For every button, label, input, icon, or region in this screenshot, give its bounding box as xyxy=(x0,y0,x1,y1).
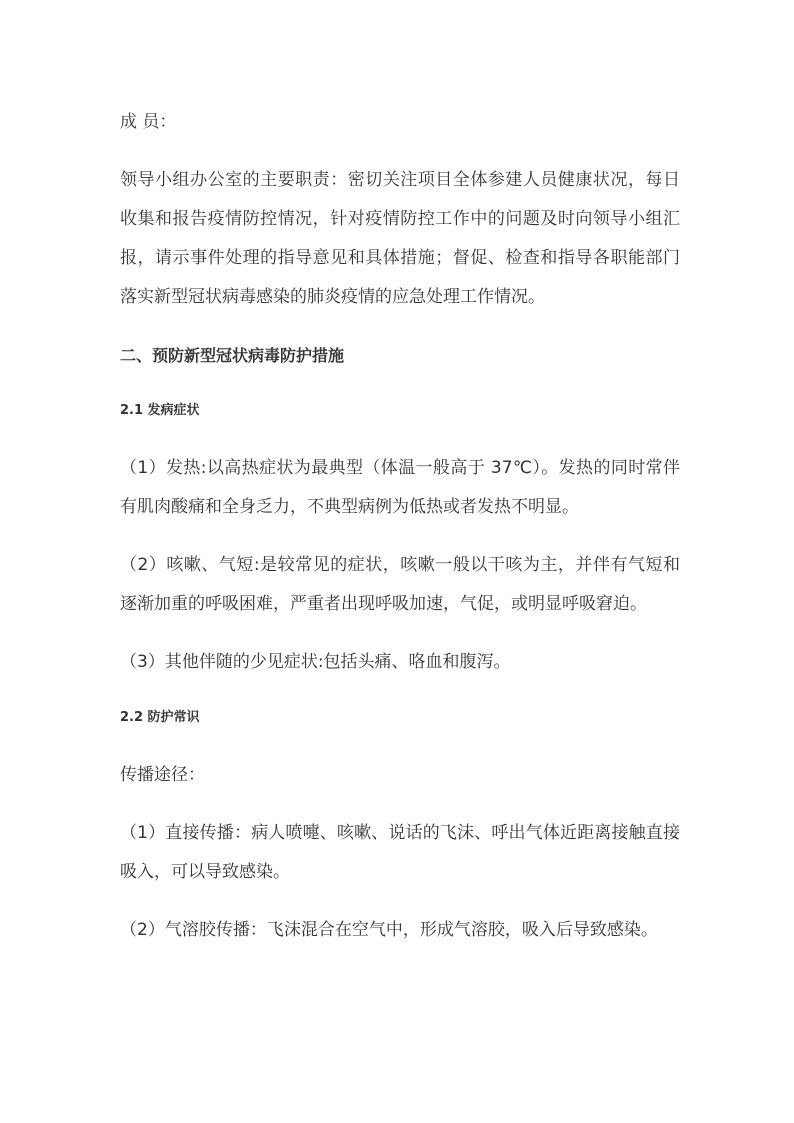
symptom-item-2: （2）咳嗽、气短:是较常见的症状，咳嗽一般以干咳为主，并伴有气短和逐渐加重的呼吸困难，严重者出现呼吸加速，气促，或明显呼吸窘迫。 xyxy=(120,555,680,614)
symptom-item-1: （1）发热:以高热症状为最典型（体温一般高于 37℃）。发热的同时常伴有肌肉酸痛和全身乏力，不典型病例为低热或者发热不明显。 xyxy=(120,458,680,517)
members-label: 成 员： xyxy=(120,112,177,132)
symptom-item-3: （3）其他伴随的少见症状:包括头痛、咯血和腹泻。 xyxy=(120,652,511,672)
transmission-item-2: （2）气溶胶传播：飞沫混合在空气中，形成气溶胶，吸入后导致感染。 xyxy=(120,920,658,940)
transmission-routes-label: 传播途径： xyxy=(120,765,205,785)
section-2-title: 二、预防新型冠状病毒防护措施 xyxy=(120,346,345,365)
subsection-2-1-title: 2.1 发病症状 xyxy=(120,403,200,418)
transmission-item-1: （1）直接传播：病人喷嚏、咳嗽、说话的飞沫、呼出气体近距离接触直接吸入，可以导致感染。 xyxy=(120,823,680,882)
office-duties-paragraph: 领导小组办公室的主要职责：密切关注项目全体参建人员健康状况，每日收集和报告疫情防控情况，针对疫情防控工作中的问题及时向领导小组汇报，请示事件处理的指导意见和具体措施；督促、检查和指导各职能部门落实新型冠状病毒感染的肺炎疫情的应急处理工作情况。 xyxy=(120,170,680,307)
subsection-2-2-title: 2.2 防护常识 xyxy=(120,710,200,725)
document-content xyxy=(120,103,680,969)
